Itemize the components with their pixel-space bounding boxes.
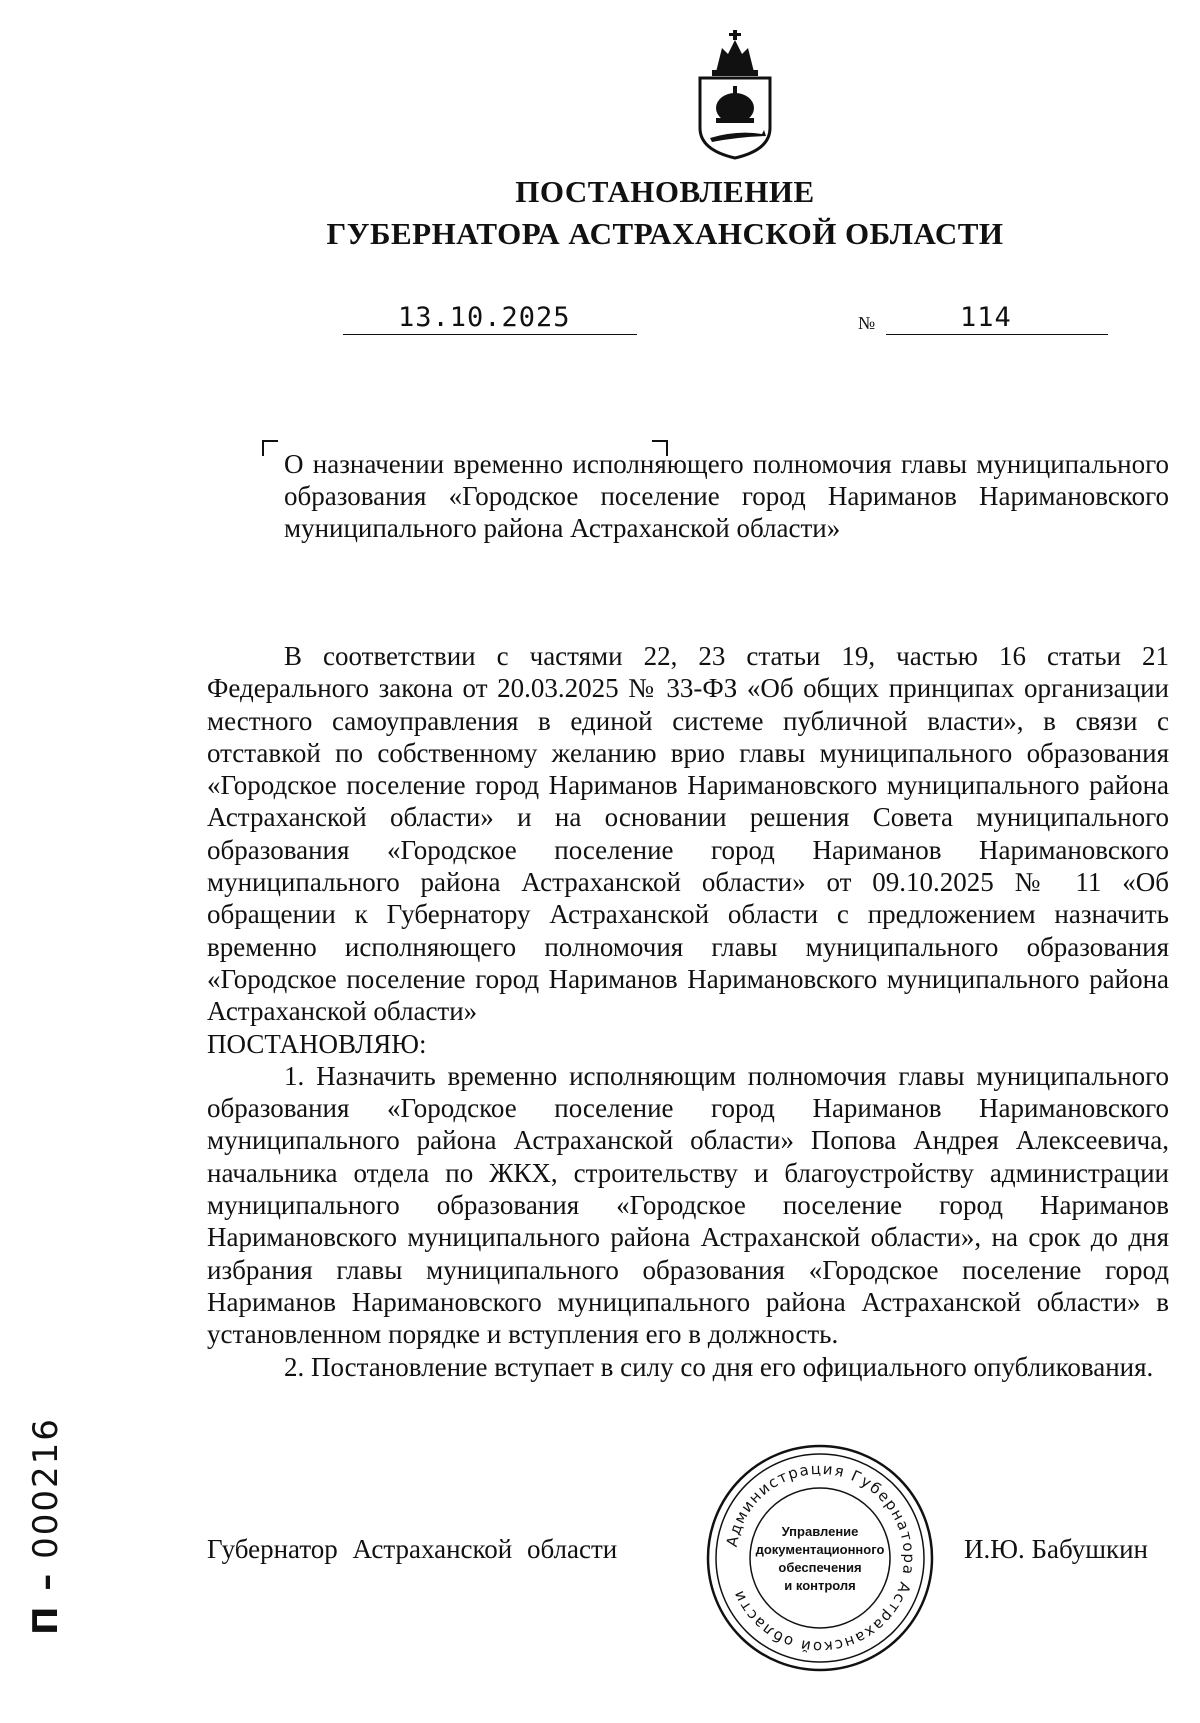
stamp-line1: Управление [781, 1524, 859, 1539]
item-2-paragraph: 2. Постановление вступает в силу со дня его официального опубликования. [284, 1351, 1154, 1382]
side-code-prefix: П – [26, 1571, 66, 1635]
signer-position: Губернатор Астраханской области [207, 1534, 618, 1564]
document-title-line2: ГУБЕРНАТОРА АСТРАХАНСКОЙ ОБЛАСТИ [326, 216, 1004, 251]
document-date: 13.10.2025 [398, 302, 571, 333]
document-number: 114 [960, 302, 1012, 333]
official-stamp [704, 1442, 936, 1674]
signer-name: И.Ю. Бабушкин [964, 1534, 1149, 1564]
item-1-paragraph: 1. Назначить временно исполняющим полномочия главы муниципального образования «Городское поселение город Нариманов Наримановского муниципального района Астраханской области» Попова Андрея Алексеевича, начальника отдела по ЖКХ, строительству и благоустройству администрации муниципального образования «Городское поселение город Нариманов Наримановского муниципального района Астраханской области», на срок до дня избрания главы муниципального образования «Городское поселение город Нариманов Наримановского муниципального района Астраханской области» в установленном порядке и вступления его в должность. [207, 1060, 1169, 1350]
document-heading: О назначении временно исполняющего полномочия главы муниципального образования «Городское поселение город Нариманов Наримановского муниципального района Астраханской области» [284, 449, 1169, 543]
stamp-line2: документационного [755, 1542, 885, 1557]
side-code-number: 000216 [26, 1417, 66, 1559]
document-body [207, 640, 1169, 1383]
number-sign: № [858, 313, 876, 333]
heading-corner-left [262, 440, 278, 456]
resolve-word: ПОСТАНОВЛЯЮ: [207, 1028, 427, 1059]
astrakhan-coat-of-arms-icon [682, 30, 788, 160]
stamp-line4: и контроля [784, 1578, 856, 1593]
document-title-line1: ПОСТАНОВЛЕНИЕ [515, 174, 815, 209]
stamp-line3: обеспечения [778, 1560, 862, 1575]
stamp-ring-text: Администрация Губернатора Астраханской области [722, 1459, 919, 1657]
side-registration-code [26, 1417, 66, 1635]
preamble-paragraph: В соответствии с частями 22, 23 статьи 19, частью 16 статьи 21 Федерального закона от 20.03.2025 № 33-ФЗ «Об общих принципах организации местного самоуправления в единой системе публичной власти», в связи с отставкой по собственному желанию врио главы муниципального образования «Городское поселение город Нариманов Наримановского муниципального района Астраханской области» и на основании решения Совета муниципального образования «Городское поселение город Нариманов Наримановского муниципального района Астраханской области» от 09.10.2025 № 11 «Об обращении к Губернатору Астраханской области с предложением назначить временно исполняющего полномочия главы муниципального образования «Городское поселение город Нариманов Наримановского муниципального района Астраханской области» [207, 641, 1169, 1027]
svg-text:Администрация Губернатора Астр [723, 1460, 918, 1656]
